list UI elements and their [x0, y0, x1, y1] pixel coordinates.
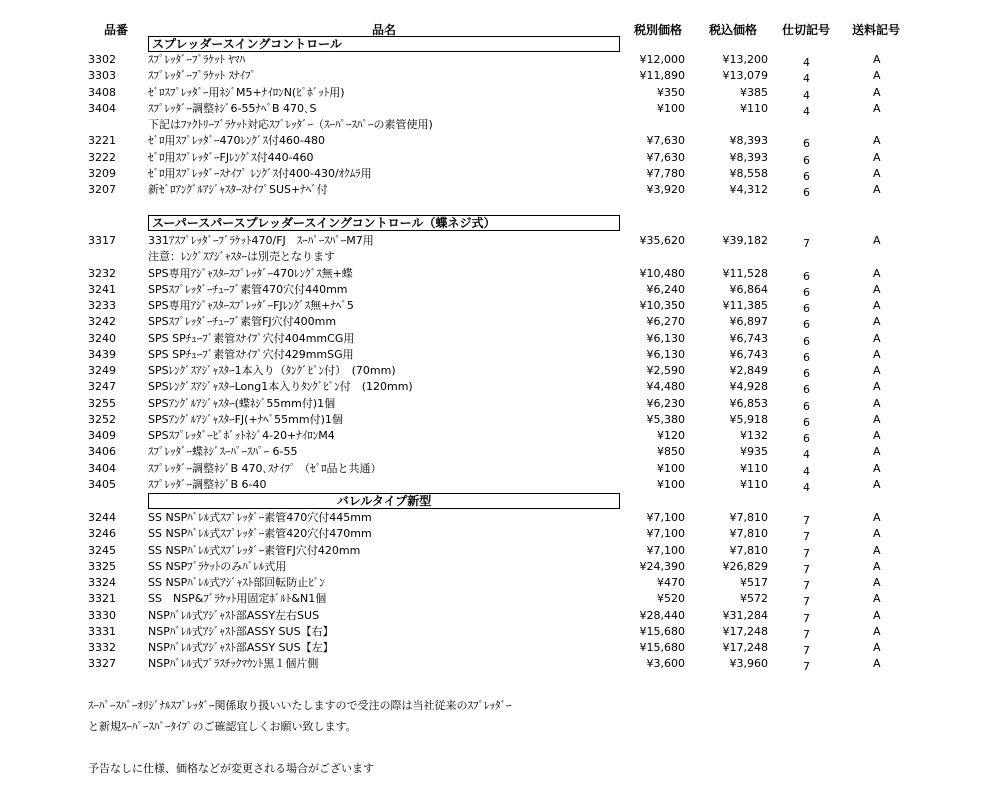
class-code: 6: [803, 399, 810, 413]
shipping-code: A: [873, 150, 881, 164]
class-code: 7: [803, 530, 810, 544]
class-code: 6: [803, 432, 810, 445]
item-code: 3302: [88, 53, 116, 66]
item-code: 3252: [88, 412, 116, 426]
table-row: [0, 575, 1000, 591]
table-row: [0, 543, 1000, 559]
item-code: 3244: [88, 511, 116, 524]
item-name: SS NSP&ﾌﾞﾗｹｯﾄ用固定ﾎﾞﾙﾄ&N1個: [148, 592, 327, 606]
item-name: ｽﾌﾟﾚｯﾀﾞｰﾌﾞﾗｹｯﾄ ｽﾅｲﾌﾟ: [148, 69, 256, 83]
item-name: NSPﾊﾞﾚﾙ式ｱｼﾞｬｽﾄ部ASSY SUS【左】: [148, 641, 334, 654]
item-name: 新ｾﾞﾛｱﾝｸﾞﾙｱｼﾞｬｽﾀｰｽﾅｲﾌﾟSUS+ﾅﾍﾞ付: [148, 183, 328, 196]
table-row: [0, 331, 1000, 347]
class-code: 6: [803, 318, 810, 332]
class-code: 6: [803, 137, 810, 151]
class-code: 4: [803, 480, 810, 494]
shipping-code: A: [873, 461, 881, 475]
price-incl-tax: ¥17,248: [722, 624, 768, 638]
shipping-code: A: [873, 364, 881, 377]
price-excl-tax: ¥15,680: [639, 641, 685, 654]
item-code: 3317: [88, 234, 116, 247]
footer-note-3: 予告なしに仕様、価格などが変更される場合がございます: [88, 762, 374, 775]
shipping-code: A: [873, 477, 881, 491]
price-excl-tax: ¥7,780: [646, 166, 685, 180]
shipping-code: A: [873, 641, 881, 654]
item-name: ｽﾌﾟﾚｯﾀﾞｰ調整ﾈｼﾞB 470､ｽﾅｲﾌﾟ （ｾﾞﾛ品と共通）: [148, 461, 382, 475]
class-code: 4: [803, 56, 810, 69]
price-incl-tax: ¥572: [740, 592, 768, 606]
price-incl-tax: ¥11,385: [722, 299, 768, 312]
shipping-code: A: [873, 592, 881, 606]
price-incl-tax: ¥4,312: [729, 183, 768, 196]
item-name: SPS専用ｱｼﾞｬｽﾀｰｽﾌﾟﾚｯﾀﾞｰFJﾚﾝｸﾞｽ無+ﾅﾍﾞ5: [148, 299, 354, 312]
table-row: [0, 559, 1000, 575]
table-row: [0, 249, 1000, 265]
item-name: NSPﾊﾞﾚﾙ式ｱｼﾞｬｽﾄ部ASSY SUS【右】: [148, 624, 334, 638]
table-row: [0, 379, 1000, 395]
shipping-code: A: [873, 576, 881, 589]
price-excl-tax: ¥15,680: [639, 624, 685, 638]
table-row: [0, 68, 1000, 84]
shipping-code: A: [873, 624, 881, 638]
table-row: [0, 52, 1000, 68]
shipping-code: A: [873, 396, 881, 410]
class-code: 7: [803, 595, 810, 609]
item-name: NSPﾊﾞﾚﾙ式ｱｼﾞｬｽﾄ部ASSY左右SUS: [148, 608, 320, 622]
shipping-code: A: [873, 559, 881, 573]
footer-note-1: ｽｰﾊﾟｰｽﾊﾟｰｵﾘｼﾞﾅﾙｽﾌﾟﾚｯﾀﾞｰ関係取り扱いいたしますので受注の際は当社従来のｽﾌﾟﾚｯﾀﾞｰ: [88, 699, 512, 712]
item-code: 3207: [88, 183, 116, 196]
class-code: 6: [803, 186, 810, 199]
price-excl-tax: ¥350: [657, 85, 685, 99]
shipping-code: A: [873, 527, 881, 541]
shipping-code: A: [873, 429, 881, 442]
class-code: 4: [803, 464, 810, 478]
class-code: 7: [803, 546, 810, 560]
shipping-code: A: [873, 315, 881, 329]
price-incl-tax: ¥31,284: [722, 608, 768, 622]
price-incl-tax: ¥110: [740, 477, 768, 491]
item-code: 3332: [88, 641, 116, 654]
item-code: 3404: [88, 461, 116, 475]
shipping-code: A: [873, 282, 881, 296]
item-code: 3330: [88, 608, 116, 622]
item-name: ｽﾌﾟﾚｯﾀﾞｰ調整ﾈｼﾞB 6-40: [148, 477, 267, 491]
table-row: [0, 624, 1000, 640]
price-excl-tax: ¥10,480: [639, 266, 685, 280]
shipping-code: A: [873, 543, 881, 557]
table-row: [0, 444, 1000, 460]
item-name: SPSｽﾌﾟﾚｯﾀﾞｰﾋﾟﾎﾞｯﾄﾈｼﾞ4-20+ﾅｲﾛﾝM4: [148, 429, 335, 442]
price-excl-tax: ¥7,100: [646, 511, 685, 524]
item-name: 331ｱｽﾌﾟﾚｯﾀﾞｰﾌﾞﾗｹｯﾄ470/FJ ｽｰﾊﾟｰｽﾊﾟｰM7用: [148, 234, 374, 247]
price-incl-tax: ¥6,743: [729, 347, 768, 361]
price-excl-tax: ¥3,600: [646, 657, 685, 671]
item-code: 3331: [88, 624, 116, 638]
item-code: 3209: [88, 166, 116, 180]
table-row: [0, 314, 1000, 330]
item-code: 3321: [88, 592, 116, 606]
price-excl-tax: ¥6,270: [646, 315, 685, 329]
table-row: [0, 396, 1000, 412]
table-row: [0, 526, 1000, 542]
item-code: 3222: [88, 150, 116, 164]
item-name: SPSｱﾝｸﾞﾙｱｼﾞｬｽﾀｰFJ(+ﾅﾍﾞ55mm付)1個: [148, 412, 343, 426]
item-code: 3324: [88, 576, 116, 589]
table-row: [0, 150, 1000, 166]
shipping-code: A: [873, 511, 881, 524]
price-excl-tax: ¥12,000: [639, 53, 685, 66]
item-name: NSPﾊﾞﾚﾙ式ﾌﾟﾗｽﾁｯｸﾏｳﾝﾄ黒１個片側: [148, 657, 319, 671]
class-code: 7: [803, 579, 810, 592]
price-incl-tax: ¥385: [740, 85, 768, 99]
section-title: スーパースパースプレッダースイングコントロール（蝶ネジ式）: [148, 215, 620, 231]
item-name: ｾﾞﾛ用ｽﾌﾟﾚｯﾀﾞｰFJﾚﾝｸﾞｽ付440-460: [148, 150, 314, 164]
item-code: 3405: [88, 477, 116, 491]
shipping-code: A: [873, 101, 881, 115]
item-name: SS NSPﾌﾞﾗｹｯﾄのみﾊﾞﾚﾙ式用: [148, 559, 287, 573]
price-excl-tax: ¥6,130: [646, 331, 685, 345]
table-row: [0, 640, 1000, 656]
shipping-code: A: [873, 608, 881, 622]
price-incl-tax: ¥11,528: [722, 266, 768, 280]
table-row: [0, 412, 1000, 428]
price-excl-tax: ¥4,480: [646, 380, 685, 394]
shipping-code: A: [873, 380, 881, 394]
class-code: 7: [803, 514, 810, 527]
item-code: 3241: [88, 282, 116, 296]
item-name: SPSｱﾝｸﾞﾙｱｼﾞｬｽﾀｰ(蝶ﾈｼﾞ55mm付)1個: [148, 396, 336, 410]
price-incl-tax: ¥132: [740, 429, 768, 442]
class-code: 6: [803, 334, 810, 348]
table-row: [0, 428, 1000, 444]
shipping-code: A: [873, 331, 881, 345]
item-name: 下記はﾌｧｸﾄﾘｰﾌﾞﾗｹｯﾄ対応ｽﾌﾟﾚｯﾀﾞｰ（ｽｰﾊﾟｰｽﾊﾟｰの素管使用): [148, 118, 433, 131]
table-row: [0, 117, 1000, 133]
item-code: 3303: [88, 69, 116, 83]
item-code: 3408: [88, 85, 116, 99]
item-code: 3249: [88, 364, 116, 377]
item-name: SPSﾚﾝｸﾞｽｱｼﾞｬｽﾀｰLong1本入りﾀﾝｸﾞﾋﾟﾝ付 (120mm): [148, 380, 413, 394]
item-code: 3255: [88, 396, 116, 410]
item-name: SPS SPﾁｭｰﾌﾞ素管ｽﾅｲﾌﾟ穴付404mmCG用: [148, 331, 355, 345]
class-code: 6: [803, 153, 810, 167]
item-name: ｽﾌﾟﾚｯﾀﾞｰ調整ﾈｼﾞ6-55ﾅﾍﾞB 470､S: [148, 101, 317, 115]
table-row: [0, 363, 1000, 379]
price-incl-tax: ¥13,200: [722, 53, 768, 66]
item-code: 3233: [88, 299, 116, 312]
shipping-code: A: [873, 445, 881, 459]
shipping-code: A: [873, 347, 881, 361]
class-code: 6: [803, 302, 810, 315]
class-code: 6: [803, 415, 810, 429]
price-incl-tax: ¥17,248: [722, 641, 768, 654]
price-incl-tax: ¥8,393: [729, 134, 768, 148]
class-code: 6: [803, 285, 810, 299]
item-name: SS NSPﾊﾞﾚﾙ式ｽﾌﾟﾚｯﾀﾞｰ素管420穴付470mm: [148, 527, 372, 541]
price-incl-tax: ¥3,960: [729, 657, 768, 671]
item-name: 注意：ﾚﾝｸﾞｽｱｼﾞｬｽﾀｰは別売となります: [148, 250, 335, 264]
footer-note-2: と新規ｽｰﾊﾟｰｽﾊﾟｰﾀｲﾌﾟのご確認宜しくお願い致します。: [88, 720, 357, 733]
table-row: [0, 101, 1000, 117]
item-code: 3404: [88, 101, 116, 115]
price-excl-tax: ¥3,920: [646, 183, 685, 196]
table-row: [0, 510, 1000, 526]
section-title: バレルタイプ新型: [148, 493, 620, 509]
price-incl-tax: ¥935: [740, 445, 768, 459]
price-incl-tax: ¥7,810: [729, 511, 768, 524]
price-excl-tax: ¥100: [657, 101, 685, 115]
price-excl-tax: ¥24,390: [639, 559, 685, 573]
item-name: ｽﾌﾟﾚｯﾀﾞｰﾌﾞﾗｹｯﾄ ﾔﾏﾊ: [148, 53, 245, 66]
header-ship-code: 送料記号: [852, 23, 901, 37]
class-code: 7: [803, 562, 810, 576]
class-code: 4: [803, 88, 810, 102]
price-incl-tax: ¥2,849: [729, 364, 768, 377]
table-row: [0, 182, 1000, 198]
shipping-code: A: [873, 299, 881, 312]
item-code: 3406: [88, 445, 116, 459]
price-excl-tax: ¥35,620: [639, 234, 685, 247]
header-code: 品番: [104, 23, 129, 37]
class-code: 7: [803, 611, 810, 625]
price-excl-tax: ¥100: [657, 461, 685, 475]
item-name: ｾﾞﾛ用ｽﾌﾟﾚｯﾀﾞｰｽﾅｲﾌﾟ ﾚﾝｸﾞｽ付400-430/ｵｸﾑﾗ用: [148, 166, 372, 180]
item-code: 3242: [88, 315, 116, 329]
item-code: 3327: [88, 657, 116, 671]
table-row: [0, 608, 1000, 624]
table-row: [0, 233, 1000, 249]
shipping-code: A: [873, 69, 881, 83]
price-excl-tax: ¥2,590: [646, 364, 685, 377]
table-row: [0, 282, 1000, 298]
item-code: 3246: [88, 527, 116, 541]
section-title: スプレッダースイングコントロール: [148, 36, 620, 52]
class-code: 6: [803, 367, 810, 380]
price-incl-tax: ¥110: [740, 101, 768, 115]
table-row: [0, 591, 1000, 607]
price-excl-tax: ¥7,100: [646, 543, 685, 557]
price-excl-tax: ¥5,380: [646, 412, 685, 426]
price-incl-tax: ¥6,864: [729, 282, 768, 296]
item-code: 3409: [88, 429, 116, 442]
shipping-code: A: [873, 166, 881, 180]
table-row: [0, 166, 1000, 182]
item-name: SPSﾚﾝｸﾞｽｱｼﾞｬｽﾀｰ1本入り（ﾀﾝｸﾞﾋﾟﾝ付） (70mm): [148, 364, 396, 377]
table-row: [0, 461, 1000, 477]
item-code: 3221: [88, 134, 116, 148]
price-incl-tax: ¥6,853: [729, 396, 768, 410]
item-name: SS NSPﾊﾞﾚﾙ式ｽﾌﾟﾚｯﾀﾞｰ素管FJ穴付420mm: [148, 543, 361, 557]
class-code: 6: [803, 350, 810, 364]
item-name: SS NSPﾊﾞﾚﾙ式ｽﾌﾟﾚｯﾀﾞｰ素管470穴付445mm: [148, 511, 372, 524]
price-incl-tax: ¥26,829: [722, 559, 768, 573]
price-excl-tax: ¥7,630: [646, 134, 685, 148]
header-name: 品名: [372, 23, 397, 37]
table-row: [0, 266, 1000, 282]
table-row: [0, 298, 1000, 314]
item-name: SPSｽﾌﾟﾚｯﾀﾞｰﾁｭｰﾌﾞ素管FJ穴付400mm: [148, 315, 337, 329]
price-excl-tax: ¥7,100: [646, 527, 685, 541]
item-code: 3240: [88, 331, 116, 345]
class-code: 4: [803, 104, 810, 118]
header-class-code: 仕切記号: [782, 23, 831, 37]
shipping-code: A: [873, 657, 881, 671]
shipping-code: A: [873, 234, 881, 247]
item-name: SPS専用ｱｼﾞｬｽﾀｰｽﾌﾟﾚｯﾀﾞｰ470ﾚﾝｸﾞｽ無+蝶: [148, 266, 353, 280]
table-row: [0, 477, 1000, 493]
price-incl-tax: ¥8,393: [729, 150, 768, 164]
price-incl-tax: ¥517: [740, 576, 768, 589]
shipping-code: A: [873, 183, 881, 196]
class-code: 7: [803, 660, 810, 674]
price-incl-tax: ¥7,810: [729, 543, 768, 557]
item-name: ｾﾞﾛ用ｽﾌﾟﾚｯﾀﾞｰ470ﾚﾝｸﾞｽ付460-480: [148, 134, 325, 148]
item-name: SPS SPﾁｭｰﾌﾞ素管ｽﾅｲﾌﾟ穴付429mmSG用: [148, 347, 354, 361]
price-incl-tax: ¥39,182: [722, 234, 768, 247]
class-code: 6: [803, 169, 810, 183]
price-excl-tax: ¥100: [657, 477, 685, 491]
shipping-code: A: [873, 412, 881, 426]
item-code: 3245: [88, 543, 116, 557]
price-excl-tax: ¥6,240: [646, 282, 685, 296]
item-code: 3247: [88, 380, 116, 394]
class-code: 4: [803, 448, 810, 462]
price-excl-tax: ¥10,350: [639, 299, 685, 312]
price-excl-tax: ¥6,230: [646, 396, 685, 410]
shipping-code: A: [873, 85, 881, 99]
shipping-code: A: [873, 266, 881, 280]
price-incl-tax: ¥110: [740, 461, 768, 475]
price-incl-tax: ¥4,928: [729, 380, 768, 394]
class-code: 6: [803, 383, 810, 397]
price-excl-tax: ¥7,630: [646, 150, 685, 164]
price-excl-tax: ¥6,130: [646, 347, 685, 361]
price-excl-tax: ¥120: [657, 429, 685, 442]
table-row: [0, 133, 1000, 149]
price-excl-tax: ¥850: [657, 445, 685, 459]
class-code: 4: [803, 72, 810, 86]
price-incl-tax: ¥6,743: [729, 331, 768, 345]
item-name: ｾﾞﾛｽﾌﾟﾚｯﾀﾞｰ用ﾈｼﾞM5+ﾅｲﾛﾝN(ﾋﾟﾎﾞｯﾄ用): [148, 85, 345, 99]
price-incl-tax: ¥5,918: [729, 412, 768, 426]
item-code: 3325: [88, 559, 116, 573]
header-price-in: 税込価格: [709, 23, 758, 37]
item-code: 3439: [88, 347, 116, 361]
price-incl-tax: ¥8,558: [729, 166, 768, 180]
table-row: [0, 347, 1000, 363]
item-name: SPSｽﾌﾟﾚｯﾀﾞｰﾁｭｰﾌﾞ素管470穴付440mm: [148, 282, 348, 296]
table-row: [0, 85, 1000, 101]
price-incl-tax: ¥13,079: [722, 69, 768, 83]
header-price-ex: 税別価格: [634, 23, 683, 37]
price-excl-tax: ¥470: [657, 576, 685, 589]
price-incl-tax: ¥6,897: [729, 315, 768, 329]
item-code: 3232: [88, 266, 116, 280]
class-code: 7: [803, 627, 810, 641]
price-excl-tax: ¥28,440: [639, 608, 685, 622]
shipping-code: A: [873, 134, 881, 148]
price-excl-tax: ¥11,890: [639, 69, 685, 83]
item-name: ｽﾌﾟﾚｯﾀﾞｰ蝶ﾈｼﾞｽｰﾊﾟｰｽﾊﾟｰ 6-55: [148, 445, 298, 459]
item-name: SS NSPﾊﾞﾚﾙ式ｱｼﾞｬｽﾄ部回転防止ﾋﾟﾝ: [148, 576, 325, 589]
table-row: [0, 656, 1000, 672]
class-code: 7: [803, 644, 810, 657]
shipping-code: A: [873, 53, 881, 66]
price-incl-tax: ¥7,810: [729, 527, 768, 541]
class-code: 6: [803, 269, 810, 283]
price-excl-tax: ¥520: [657, 592, 685, 606]
class-code: 7: [803, 237, 810, 250]
